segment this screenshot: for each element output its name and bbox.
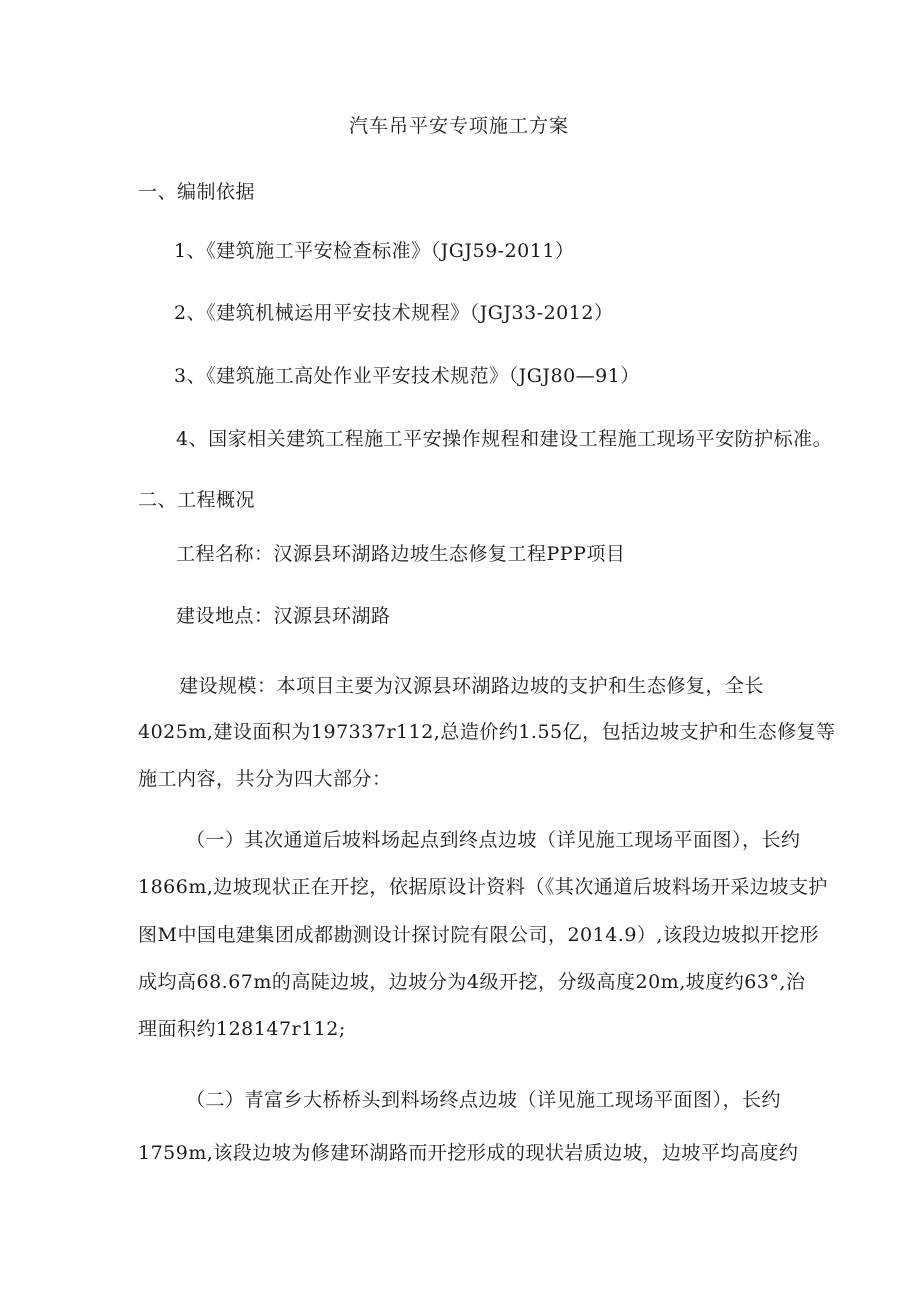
basis-item: 3、《建筑施工高处作业平安技术规范》（JGJ80—91）: [174, 365, 640, 387]
basis-item: 1、《建筑施工平安检查标准》（JGJ59-2011）: [174, 240, 575, 262]
part-two-line: 1759m,该段边坡为修建环湖路而开挖形成的现状岩质边坡，边坡平均高度约: [138, 1142, 799, 1164]
part-one-line: 理面积约128147r112;: [138, 1018, 346, 1040]
document-title: 汽车吊平安专项施工方案: [349, 115, 570, 137]
section-heading-overview: 二、工程概况: [138, 489, 256, 511]
scale-paragraph-line: 4025m,建设面积为197337r112,总造价约1.55亿，包括边坡支护和生态修复等: [138, 721, 836, 743]
part-one-line: 图M中国电建集团成都勘测设计探讨院有限公司，2014.9）,该段边坡拟开挖形: [138, 924, 819, 946]
basis-item: 4、国家相关建筑工程施工平安操作规程和建设工程施工现场平安防护标准。: [176, 428, 833, 450]
scale-paragraph-line: 建设规模：本项目主要为汉源县环湖路边坡的支护和生态修复，全长: [179, 675, 765, 697]
part-one-line: 1866m,边坡现状正在开挖，依据原设计资料（《其次通道后坡料场开采边坡支护: [138, 876, 828, 898]
scale-paragraph-line: 施工内容，共分为四大部分：: [138, 768, 392, 790]
project-location: 建设地点：汉源县环湖路: [176, 605, 391, 627]
basis-item: 2、《建筑机械运用平安技术规程》（JGJ33-2012）: [174, 302, 614, 324]
part-one-line: （一）其次通道后坡料场起点到终点边坡（详见施工现场平面图），长约: [186, 829, 801, 851]
part-one-line: 成均高68.67m的高陡边坡，边坡分为4级开挖，分级高度20m,坡度约63°,治: [138, 971, 806, 993]
project-name: 工程名称：汉源县环湖路边坡生态修复工程PPP项目: [176, 543, 626, 565]
section-heading-basis: 一、编制依据: [138, 181, 256, 203]
part-two-line: （二）青富乡大桥桥头到料场终点边坡（详见施工现场平面图），长约: [186, 1089, 782, 1111]
